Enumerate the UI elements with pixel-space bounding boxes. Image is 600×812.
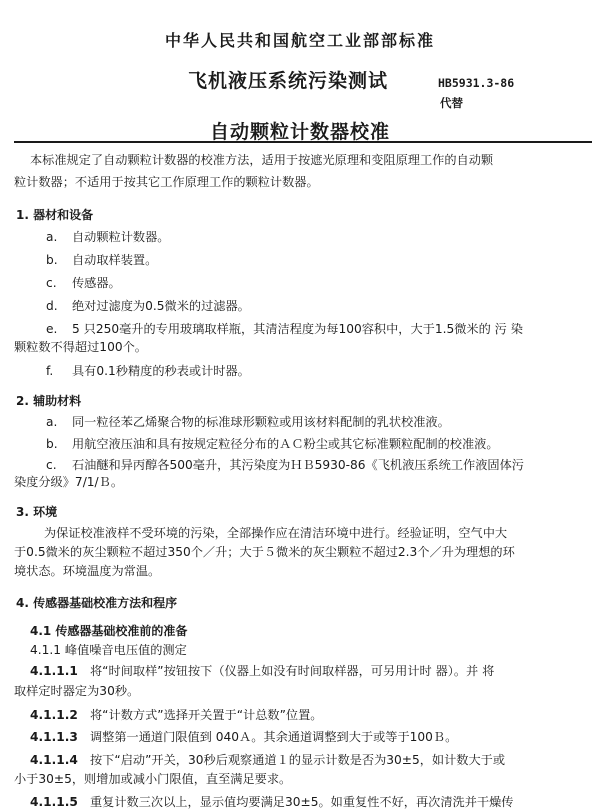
- step-text: 将“计数方式”选择开关置于“计总数”位置。: [90, 708, 323, 722]
- list-item: 自动颗粒计数器。: [72, 230, 170, 244]
- section-2-heading: 2. 辅助材料: [16, 394, 82, 408]
- section-4-heading: 4. 传感器基础校准方法和程序: [16, 596, 178, 610]
- list-item: 同一粒径苯乙烯聚合物的标准球形颗粒或用该材料配制的乳状校准液。: [72, 415, 450, 429]
- list-item-label: b.: [46, 437, 58, 451]
- list-item: 自动取样装置。: [72, 253, 158, 267]
- issuing-authority: 中华人民共和国航空工业部部标准: [164, 31, 435, 50]
- step-number: 4.1.1.1: [30, 664, 78, 678]
- step-text: 重复计数三次以上，显示值均要满足30±5。如重复性不好，再次清洗并干燥传: [90, 795, 514, 809]
- step-number: 4.1.1.2: [30, 708, 78, 722]
- step-number: 4.1.1.4: [30, 753, 78, 767]
- subsection-heading: 4.1 传感器基础校准前的准备: [30, 624, 188, 638]
- step-text: 按下“启动”开关，30秒后观察通道１的显示计数是否为30±5，如计数大于或: [90, 753, 506, 767]
- step-continuation: 取样定时器定为30秒。: [14, 684, 140, 698]
- list-item-label: d.: [46, 299, 58, 313]
- list-item: 用航空液压油和具有按规定粒径分布的ＡＣ粉尘或其它标准颗粒配制的校准液。: [72, 437, 499, 451]
- list-item: 5 只250毫升的专用玻璃取样瓶，其清洁程度为每100容积中，大于1.5微米的 污 染: [72, 322, 523, 336]
- replaces-label: 代替: [440, 96, 463, 110]
- paragraph-line: 于0.5微米的灰尘颗粒不超过350个／升；大于５微米的灰尘颗粒不超过2.3个／升为理想的环: [14, 545, 515, 559]
- list-item: 具有0.1秒精度的秒表或计时器。: [72, 364, 250, 378]
- step-number: 4.1.1.3: [30, 730, 78, 744]
- list-item-label: a.: [46, 230, 58, 244]
- step-text: 调整第一通道门限值到 040Ａ。其余通道调整到大于或等于100Ｂ。: [90, 730, 458, 744]
- paragraph-line: 境状态。环境温度为常温。: [14, 564, 161, 578]
- section-1-heading: 1. 器材和设备: [16, 208, 94, 222]
- standard-number: HB5931.3-86: [438, 76, 515, 90]
- header-divider: [14, 141, 592, 143]
- list-item-label: c.: [46, 276, 57, 290]
- intro-line-1: 本标准规定了自动颗粒计数器的校准方法，适用于按遮光原理和变阻原理工作的自动颗: [30, 153, 494, 167]
- list-item-continuation: 颗粒数不得超过100个。: [14, 340, 147, 354]
- list-item-label: f.: [46, 364, 54, 378]
- intro-line-2: 粒计数器；不适用于按其它工作原理工作的颗粒计数器。: [14, 175, 319, 189]
- list-item-label: c.: [46, 458, 57, 472]
- list-item-label: a.: [46, 415, 58, 429]
- step-number: 4.1.1.5: [30, 795, 78, 809]
- list-item: 石油醚和异丙醇各500毫升，其污染度为ＨＢ5930-86《飞机液压系统工作液固体污: [72, 458, 524, 472]
- list-item-label: b.: [46, 253, 58, 267]
- document-title-line1: 飞机液压系统污染测试: [188, 70, 389, 92]
- list-item-label: e.: [46, 322, 58, 336]
- document-title-line2: 自动颗粒计数器校准: [209, 121, 390, 143]
- list-item: 传感器。: [72, 276, 121, 290]
- step-continuation: 小于30±5，则增加或减小门限值，直至满足要求。: [14, 772, 292, 786]
- subsubsection-heading: 4.1.1 峰值噪音电压值的测定: [30, 643, 187, 657]
- list-item-continuation: 染度分级》7/1/Ｂ。: [14, 475, 124, 489]
- list-item: 绝对过滤度为0.5微米的过滤器。: [72, 299, 250, 313]
- step-text: 将“时间取样”按钮按下（仪器上如没有时间取样器，可另用计时 器）。并 将: [90, 664, 495, 678]
- section-3-heading: 3. 环境: [16, 505, 58, 519]
- paragraph-line: 为保证校准液样不受环境的污染，全部操作应在清洁环境中进行。经验证明，空气中大: [44, 526, 508, 540]
